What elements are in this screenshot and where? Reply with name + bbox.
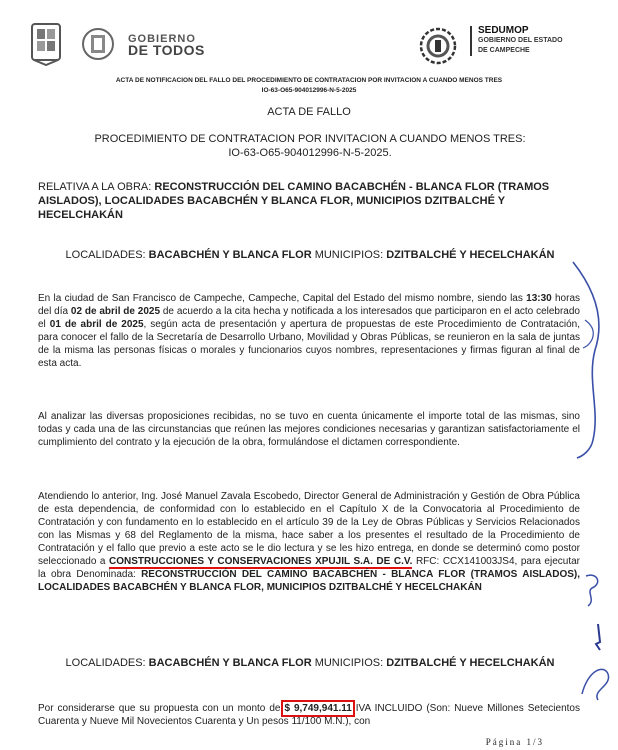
state-seal-icon xyxy=(30,22,62,66)
margin-signature-3 xyxy=(588,622,608,652)
procedure-line1: PROCEDIMIENTO DE CONTRATACION POR INVITACION A CUANDO MENOS TRES: xyxy=(94,133,526,145)
margin-signature-4 xyxy=(578,660,614,704)
sedumop-title: SEDUMOP xyxy=(478,25,529,36)
paragraph-1 xyxy=(38,292,580,370)
mun-label: MUNICIPIOS: xyxy=(311,249,387,261)
loc-values: BACABCHÉN Y BLANCA FLOR xyxy=(148,249,312,261)
mun-values: DZITBALCHÉ Y HECELCHAKÁN xyxy=(386,249,555,261)
sedumop-line1: GOBIERNO DEL ESTADO xyxy=(478,37,563,44)
p3-obra: RECONSTRUCCIÓN DEL CAMINO BACABCHÉN - BLANCA FLOR (TRAMOS AISLADOS), LOCALIDADES BACABCHÉN Y BLANCA FLOR, MUNICIPIOS DZITBALCHÉ Y HECELCHAKÁN xyxy=(38,569,580,593)
obra-relativa xyxy=(38,180,578,222)
mun-values-2: DZITBALCHÉ Y HECELCHAKÁN xyxy=(386,657,555,669)
p3-a: Atendiendo lo anterior, Ing. José Manuel Zavala Escobedo, Director General de Administración y Gestión de Obra Pública de esta dependencia, de conformidad con lo establecido en el Capítulo X de la Convocatoria al Procedimiento de Contratación y con fundamento en lo establecido en el artículo 39 de la Ley de Obras Públicas y Servicios Relacionados con las Mismas y 68 del Reglamento de la misma, hace saber a los presentes el resultado de la Procedimiento de Contratación y el fallo que previo a este acto se le dio lectura y se les hizo entrega, en donde se determinó como postor seleccionado a xyxy=(38,491,580,567)
p1-d: , según acta de presentación y apertura de propuestas de este Procedimiento de Contratación, para conocer el fallo de la Secretaría de Desarrollo Urbano, Movilidad y Obras Públicas, se reunieron en la sala de juntas de la misma las personas físicas o morales y funcionarios cuyos nombres, representaciones y firmas figuran al final de esta acta. xyxy=(38,319,580,369)
gobierno-de-todos-logo xyxy=(128,34,205,56)
obra-name: RECONSTRUCCIÓN DEL CAMINO BACABCHÉN - BLANCA FLOR (TRAMOS AISLADOS), LOCALIDADES BACABCHÉN Y BLANCA FLOR, MUNICIPIOS DZITBALCHÉ Y HECELCHAKÁN xyxy=(38,181,550,221)
gob-line2: DE TODOS xyxy=(128,42,205,58)
p1-c: de acuerdo a la cita hecha y notificada a los interesados que participaron en el acto celebrado el xyxy=(38,306,580,330)
paragraph-3 xyxy=(38,490,580,594)
margin-signature-1 xyxy=(565,260,615,460)
p4-a: Por considerarse que su propuesta con un monto de xyxy=(38,703,285,714)
mun-label-2: MUNICIPIOS: xyxy=(311,657,387,669)
gob-line1: GOBIERNO xyxy=(128,33,196,45)
loc-label-2: LOCALIDADES: xyxy=(65,657,149,669)
acta-header-line1: ACTA DE NOTIFICACION DEL FALLO DEL PROCEDIMIENTO DE CONTRATACION POR INVITACION A CUANDO MENOS TRES xyxy=(115,77,503,84)
p1-time: 13:30 xyxy=(526,293,552,304)
selected-company: CONSTRUCCIONES Y CONSERVACIONES XPUJIL S.A. DE C.V. xyxy=(109,556,413,567)
p1-date1: 02 de abril de 2025 xyxy=(70,306,161,317)
procedure-heading xyxy=(40,132,580,160)
sedumop-logo-icon xyxy=(416,26,460,66)
p4-b: IVA INCLUIDO (Son: Nueve Millones Setecientos Cuarenta y Nueve Mil Novecientos Cuarenta y Un pesos 11/100 M.N.), con xyxy=(38,703,580,727)
margin-signature-2 xyxy=(580,570,610,610)
paragraph-2: Al analizar las diversas proposiciones recibidas, no se tuvo en cuenta únicamente el importe total de las mismas, sino todas y cada una de las circunstancias que reúnen las mejores condiciones necesarias y garantizan satisfactoriamente el cumplimiento del contrato y la ejecución de la obra, formulándose el dictamen correspondiente. xyxy=(38,411,580,448)
doc-title: ACTA DE FALLO xyxy=(267,106,351,118)
procedure-line2: IO-63-O65-904012996-N-5-2025. xyxy=(228,147,392,159)
acta-header-line2: IO-63-O65-904012996-N-5-2025 xyxy=(261,87,357,94)
amount-highlight: $ 9,749,941.11 xyxy=(284,703,352,714)
localidades-1 xyxy=(60,248,560,262)
sedumop-line2: DE CAMPECHE xyxy=(478,47,530,54)
obra-prefix: RELATIVA A LA OBRA: xyxy=(38,181,155,193)
loc-values-2: BACABCHÉN Y BLANCA FLOR xyxy=(148,657,312,669)
paragraph-4 xyxy=(38,702,580,728)
letterhead xyxy=(0,0,618,70)
acta-header xyxy=(0,76,618,96)
p1-date2: 01 de abril de 2025 xyxy=(49,319,144,330)
government-emblem-icon xyxy=(80,26,116,62)
p3-b: RFC: CCX141003JS4, para ejecutar la obra Denominada: xyxy=(38,556,580,580)
page-number: Página 1/3 xyxy=(485,737,544,747)
sedumop-block xyxy=(470,26,563,56)
localidades-2 xyxy=(60,656,560,670)
loc-label: LOCALIDADES: xyxy=(65,249,149,261)
p1-b: horas del día xyxy=(38,293,581,317)
p1-a: En la ciudad de San Francisco de Campeche, Campeche, Capital del Estado del mismo nombre, siendo las xyxy=(38,293,527,304)
